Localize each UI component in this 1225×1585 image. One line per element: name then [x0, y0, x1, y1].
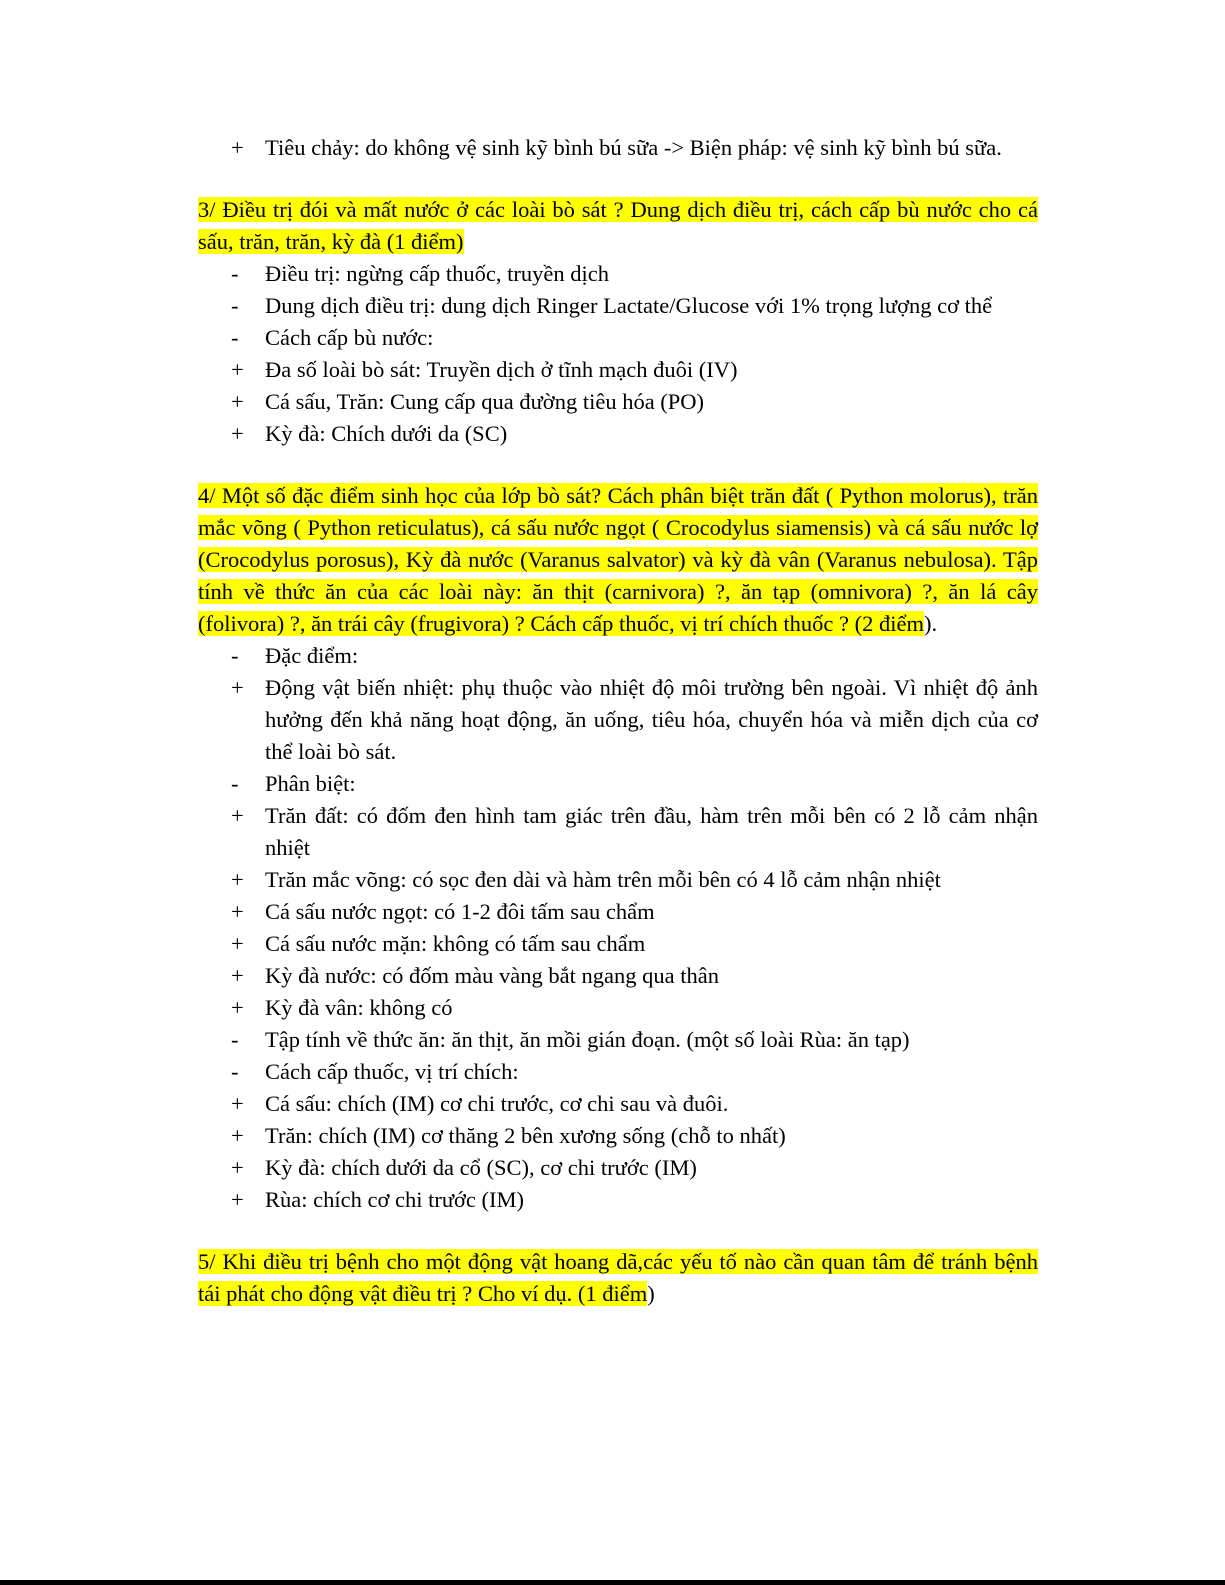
list-item [198, 132, 1038, 164]
question-4-text: 4/ Một số đặc điểm sinh học của lớp bò sát? Cách phân biệt trăn đất ( Python molorus), trăn mắc võng ( Python reticulatus), cá sấu nước ngọt ( Crocodylus siamensis) và cá sấu nước lợ (Crocodylus porosus), Kỳ đà nước (Varanus salvator) và kỳ đà vân (Varanus nebulosa). Tập tính về thức ăn của các loài này: ăn thịt (carnivora) ?, ăn tạp (omnivora) ?, ăn lá cây (folivora) ?, ăn trái cây (frugivora) ? Cách cấp thuốc, vị trí chích thuốc ? (2 điểm [198, 483, 1038, 636]
list-item [198, 928, 1038, 960]
plus-marker: + [231, 389, 244, 414]
list-item-text: Tập tính về thức ăn: ăn thịt, ăn mồi gián đoạn. (một số loài Rùa: ăn tạp) [265, 1027, 910, 1052]
list-item-text: Kỳ đà nước: có đốm màu vàng bắt ngang qua thân [265, 963, 719, 988]
list-item-text: Đa số loài bò sát: Truyền dịch ở tĩnh mạch đuôi (IV) [265, 357, 738, 382]
list-item [198, 1088, 1038, 1120]
plus-marker: + [231, 867, 244, 892]
list-item-text: Dung dịch điều trị: dung dịch Ringer Lactate/Glucose với 1% trọng lượng cơ thể [265, 293, 993, 318]
list-item [198, 800, 1038, 864]
question-4 [198, 480, 1038, 640]
question-4-tail: ). [923, 611, 938, 636]
list-item-text: Điều trị: ngừng cấp thuốc, truyền dịch [265, 261, 609, 286]
list-item [198, 864, 1038, 896]
question-5-text: 5/ Khi điều trị bệnh cho một động vật hoang dã,các yếu tố nào cần quan tâm để tránh bệnh tái phát cho động vật điều trị ? Cho ví dụ. (1 điểm [198, 1249, 1038, 1306]
list-item-text: Trăn mắc võng: có sọc đen dài và hàm trên mỗi bên có 4 lỗ cảm nhận nhiệt [265, 867, 941, 892]
plus-marker: + [231, 135, 244, 160]
list-item [198, 896, 1038, 928]
list-item-text: Kỳ đà vân: không có [265, 995, 453, 1020]
list-item [198, 1120, 1038, 1152]
plus-marker: + [231, 1187, 244, 1212]
list-item-text: Cá sấu: chích (IM) cơ chi trước, cơ chi sau và đuôi. [265, 1091, 729, 1116]
list-item-text: Trăn: chích (IM) cơ thăng 2 bên xương sống (chỗ to nhất) [265, 1123, 786, 1148]
list-item [198, 1184, 1038, 1216]
question-5-tail: ) [647, 1281, 655, 1306]
dash-marker: - [231, 1027, 239, 1052]
list-item-text: Kỳ đà: chích dưới da cổ (SC), cơ chi trước (IM) [265, 1155, 697, 1180]
document-content [198, 132, 1038, 1310]
list-item [198, 768, 1038, 800]
plus-marker: + [231, 1091, 244, 1116]
list-item-text: Phân biệt: [265, 771, 356, 796]
plus-marker: + [231, 995, 244, 1020]
plus-marker: + [231, 803, 244, 828]
list-item-text: Cá sấu, Trăn: Cung cấp qua đường tiêu hóa (PO) [265, 389, 705, 414]
list-item [198, 290, 1038, 322]
list-item-text: Cá sấu nước ngọt: có 1-2 đôi tấm sau chẩm [265, 899, 655, 924]
plus-marker: + [231, 1123, 244, 1148]
list-item [198, 322, 1038, 354]
list-item-text: Động vật biến nhiệt: phụ thuộc vào nhiệt độ môi trường bên ngoài. Vì nhiệt độ ảnh hưởng đến khả năng hoạt động, ăn uống, tiêu hóa, chuyển hóa và miễn dịch của cơ thể loài bò sát. [265, 675, 1038, 764]
dash-marker: - [231, 261, 239, 286]
dash-marker: - [231, 1059, 239, 1084]
question-3-text: 3/ Điều trị đói và mất nước ở các loài bò sát ? Dung dịch điều trị, cách cấp bù nước cho cá sấu, trăn, trăn, kỳ đà (1 điểm) [198, 197, 1038, 254]
list-item-text: Cách cấp thuốc, vị trí chích: [265, 1059, 519, 1084]
question-3 [198, 194, 1038, 258]
list-item [198, 640, 1038, 672]
list-item [198, 672, 1038, 768]
plus-marker: + [231, 963, 244, 988]
list-item [198, 1024, 1038, 1056]
list-item [198, 418, 1038, 450]
plus-marker: + [231, 931, 244, 956]
list-item-text: Đặc điểm: [265, 643, 359, 668]
question-5 [198, 1246, 1038, 1310]
dash-marker: - [231, 325, 239, 350]
dash-marker: - [231, 643, 239, 668]
list-item [198, 258, 1038, 290]
plus-marker: + [231, 357, 244, 382]
list-item [198, 992, 1038, 1024]
plus-marker: + [231, 675, 244, 700]
list-item [198, 1152, 1038, 1184]
page-bottom-border [0, 1580, 1225, 1585]
list-item-text: Kỳ đà: Chích dưới da (SC) [265, 421, 508, 446]
list-item [198, 1056, 1038, 1088]
dash-marker: - [231, 293, 239, 318]
list-item-text: Tiêu chảy: do không vệ sinh kỹ bình bú sữa -> Biện pháp: vệ sinh kỹ bình bú sữa. [265, 135, 1002, 160]
list-item-text: Rùa: chích cơ chi trước (IM) [265, 1187, 525, 1212]
plus-marker: + [231, 421, 244, 446]
list-item [198, 354, 1038, 386]
plus-marker: + [231, 1155, 244, 1180]
dash-marker: - [231, 771, 239, 796]
list-item-text: Trăn đất: có đốm đen hình tam giác trên đầu, hàm trên mỗi bên có 2 lỗ cảm nhận nhiệt [265, 803, 1038, 860]
list-item-text: Cách cấp bù nước: [265, 325, 434, 350]
plus-marker: + [231, 899, 244, 924]
list-item [198, 960, 1038, 992]
list-item [198, 386, 1038, 418]
list-item-text: Cá sấu nước mặn: không có tấm sau chẩm [265, 931, 646, 956]
